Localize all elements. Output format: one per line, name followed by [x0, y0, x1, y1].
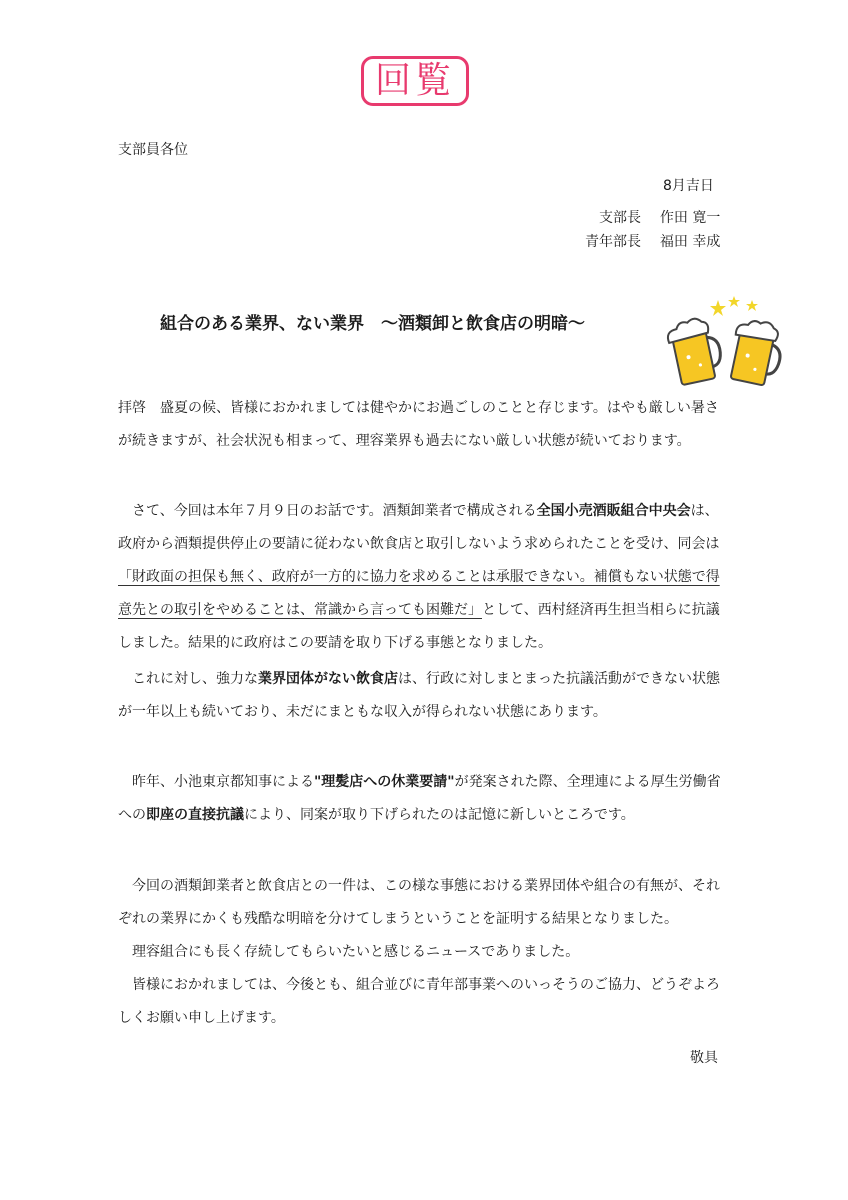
stamp-text: 回覧	[374, 60, 455, 101]
sender-1	[599, 208, 720, 228]
paragraph-hope-text: 理容組合にも長く存続してもらいたいと感じるニュースでありました。	[132, 944, 580, 960]
paragraph-conclusion-text: 今回の酒類卸業者と飲食店との一件は、この様な事態における業界団体や組合の有無が、それぞれの業界にかくも残酷な明暗を分けてしまうということを証明する結果となりました。	[118, 878, 720, 927]
paragraph-barber	[118, 766, 728, 832]
no-union-restaurant-bold: 業界団体がない飲食店	[258, 671, 398, 687]
beer-mug-right	[726, 316, 784, 387]
circulation-stamp	[361, 56, 469, 106]
date: 8月吉日	[663, 178, 714, 194]
closing: 敬具	[690, 1050, 718, 1066]
paragraph-news-text: さて、今回は本年７月９日のお話です。酒類卸業者で構成される全国小売酒販組合中央会は、政府から酒類提供停止の要請に従わない飲食店と取引しないよう求められたことを受け、同会は「財政面の担保も無く、政府が一方的に協力を求めることは承服できない。補償もない状態で得意先との取引をやめることは、常識から言っても困難だ」として、西村経済再生担当相らに抗議しました。結果的に政府はこの要請を取り下げる事態となりました。	[118, 503, 720, 651]
addressee: 支部員各位	[118, 142, 188, 158]
direct-protest-bold: 即座の直接抗議	[146, 807, 244, 823]
sparkle-icon	[710, 296, 758, 316]
paragraph-request-text: 皆様におかれましては、今後とも、組合並びに青年部事業へのいっそうのご協力、どうぞよろしくお願い申し上げます。	[118, 977, 720, 1026]
quote-underline: 「財政面の担保も無く、政府が一方的に協力を求めることは承服できない。補償もない状態で得意先との取引をやめることは、常識から言っても困難だ」	[118, 569, 720, 618]
org-name-bold: 全国小売酒販組合中央会	[536, 503, 691, 519]
beer-mugs-icon	[664, 294, 784, 394]
letter-title: 組合のある業界、ない業界 ～酒類卸と飲食店の明暗～	[160, 314, 585, 334]
sender-name: 作田 寛一	[659, 210, 721, 226]
closure-request-bold: "理髪店への休業要請"	[314, 774, 455, 790]
paragraph-barber-text: 昨年、小池東京都知事による"理髪店への休業要請"が発案された際、全理連による厚生労働省への即座の直接抗議により、同案が取り下げられたのは記憶に新しいところです。	[118, 774, 721, 823]
greeting-paragraph	[118, 392, 728, 458]
paragraph-conclusion	[118, 870, 728, 1035]
sender-2	[585, 232, 720, 252]
sender-name: 福田 幸成	[659, 234, 721, 250]
greeting-text: 拝啓 盛夏の候、皆様におかれましては健やかにお過ごしのことと存じます。はやも厳しい暑さが続きますが、社会状況も相まって、理容業界も過去にない厳しい状態が続いております。	[118, 400, 719, 449]
paragraph-news	[118, 495, 728, 660]
sender-role: 支部長	[599, 210, 641, 226]
beer-mug-left	[665, 315, 725, 386]
paragraph-restaurant-text: これに対し、強力な業界団体がない飲食店は、行政に対しまとまった抗議活動ができない状態が一年以上も続いており、未だにまともな収入が得られない状態にあります。	[118, 671, 720, 720]
paragraph-restaurant	[118, 663, 728, 729]
sender-role: 青年部長	[585, 234, 641, 250]
